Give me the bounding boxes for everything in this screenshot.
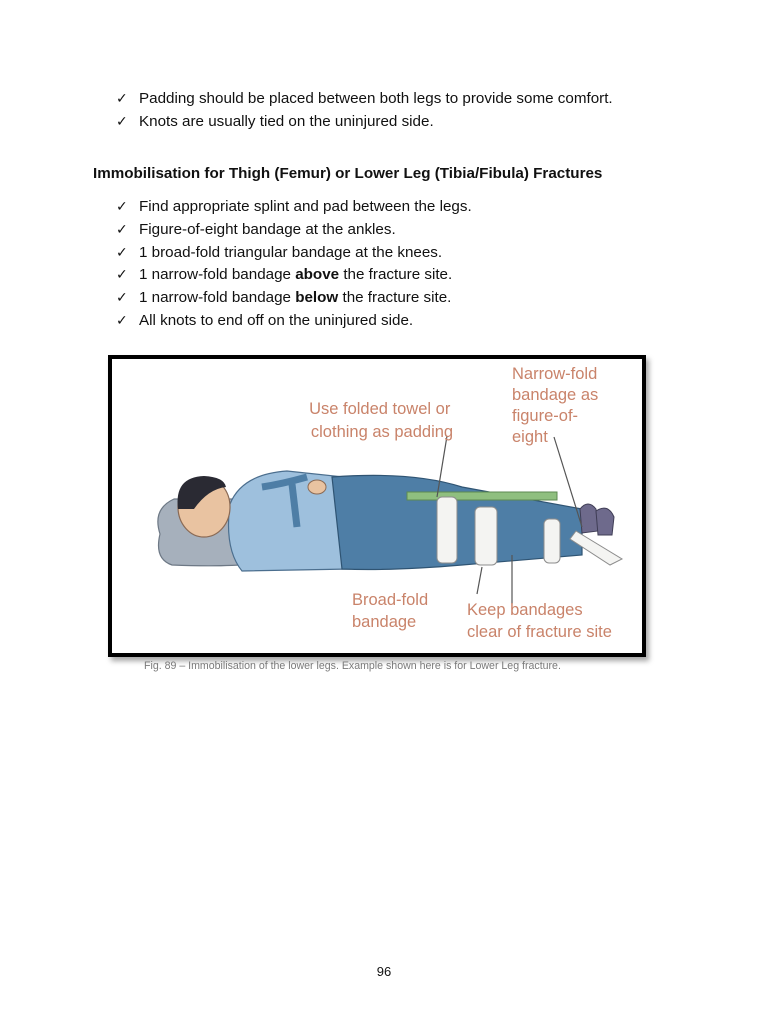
padding-towel (407, 492, 557, 500)
callout-keep-clear: Keep bandages clear of fracture site (467, 601, 612, 641)
list-item (116, 219, 472, 242)
check-icon: ✓ (116, 290, 128, 307)
figure-caption: Fig. 89 – Immobilisation of the lower legs. Example shown here is for Lower Leg fracture. (144, 660, 561, 672)
check-icon: ✓ (116, 267, 128, 284)
check-icon: ✓ (116, 113, 128, 130)
list-item-text: below (295, 289, 339, 307)
list-item-text: Figure-of-eight bandage at the ankles. (139, 220, 396, 238)
list-item-text: All knots to end off on the uninjured side. (139, 311, 414, 329)
list-item-text: 1 narrow-fold bandage (139, 289, 296, 307)
bandage-thigh (437, 497, 457, 563)
list-item-text: 1 narrow-fold bandage (139, 266, 296, 284)
list-item-text: Knots are usually tied on the uninjured side. (139, 112, 434, 130)
padding-notes-list (116, 88, 613, 134)
callout-broad-fold: Broad-fold bandage (352, 591, 429, 631)
list-item-text: the fracture site. (338, 289, 452, 307)
list-item (116, 196, 472, 219)
list-item (116, 264, 472, 287)
list-item-text: 1 broad-fold triangular bandage at the knees. (139, 243, 443, 261)
check-icon: ✓ (116, 91, 128, 107)
list-item (116, 242, 472, 265)
list-item-text: Find appropriate splint and pad between the legs. (139, 198, 472, 215)
immobilisation-steps-list (116, 196, 472, 333)
check-icon: ✓ (116, 244, 128, 261)
list-item-text: Padding should be placed between both legs to provide some comfort. (139, 90, 613, 107)
list-item (116, 287, 472, 310)
page-number: 96 (376, 964, 392, 979)
callout-towel: Use folded towel or clothing as padding (309, 400, 454, 441)
callout-narrow-fold: Narrow-fold bandage as figure-of- eight (512, 365, 599, 446)
bandage-lower (544, 519, 560, 563)
section-heading: Immobilisation for Thigh (Femur) or Lower Leg (Tibia/Fibula) Fractures (93, 165, 603, 182)
check-icon: ✓ (116, 221, 128, 238)
check-icon: ✓ (116, 199, 128, 215)
list-item-text: above (295, 266, 340, 284)
shoes (580, 504, 598, 533)
bandage-knee (475, 507, 497, 565)
list-item (116, 310, 472, 333)
list-item (116, 111, 613, 134)
check-icon: ✓ (116, 312, 128, 329)
figure-frame (108, 355, 646, 657)
list-item-text: the fracture site. (339, 266, 453, 284)
leg-splint-illustration (112, 359, 642, 653)
list-item (116, 88, 613, 111)
